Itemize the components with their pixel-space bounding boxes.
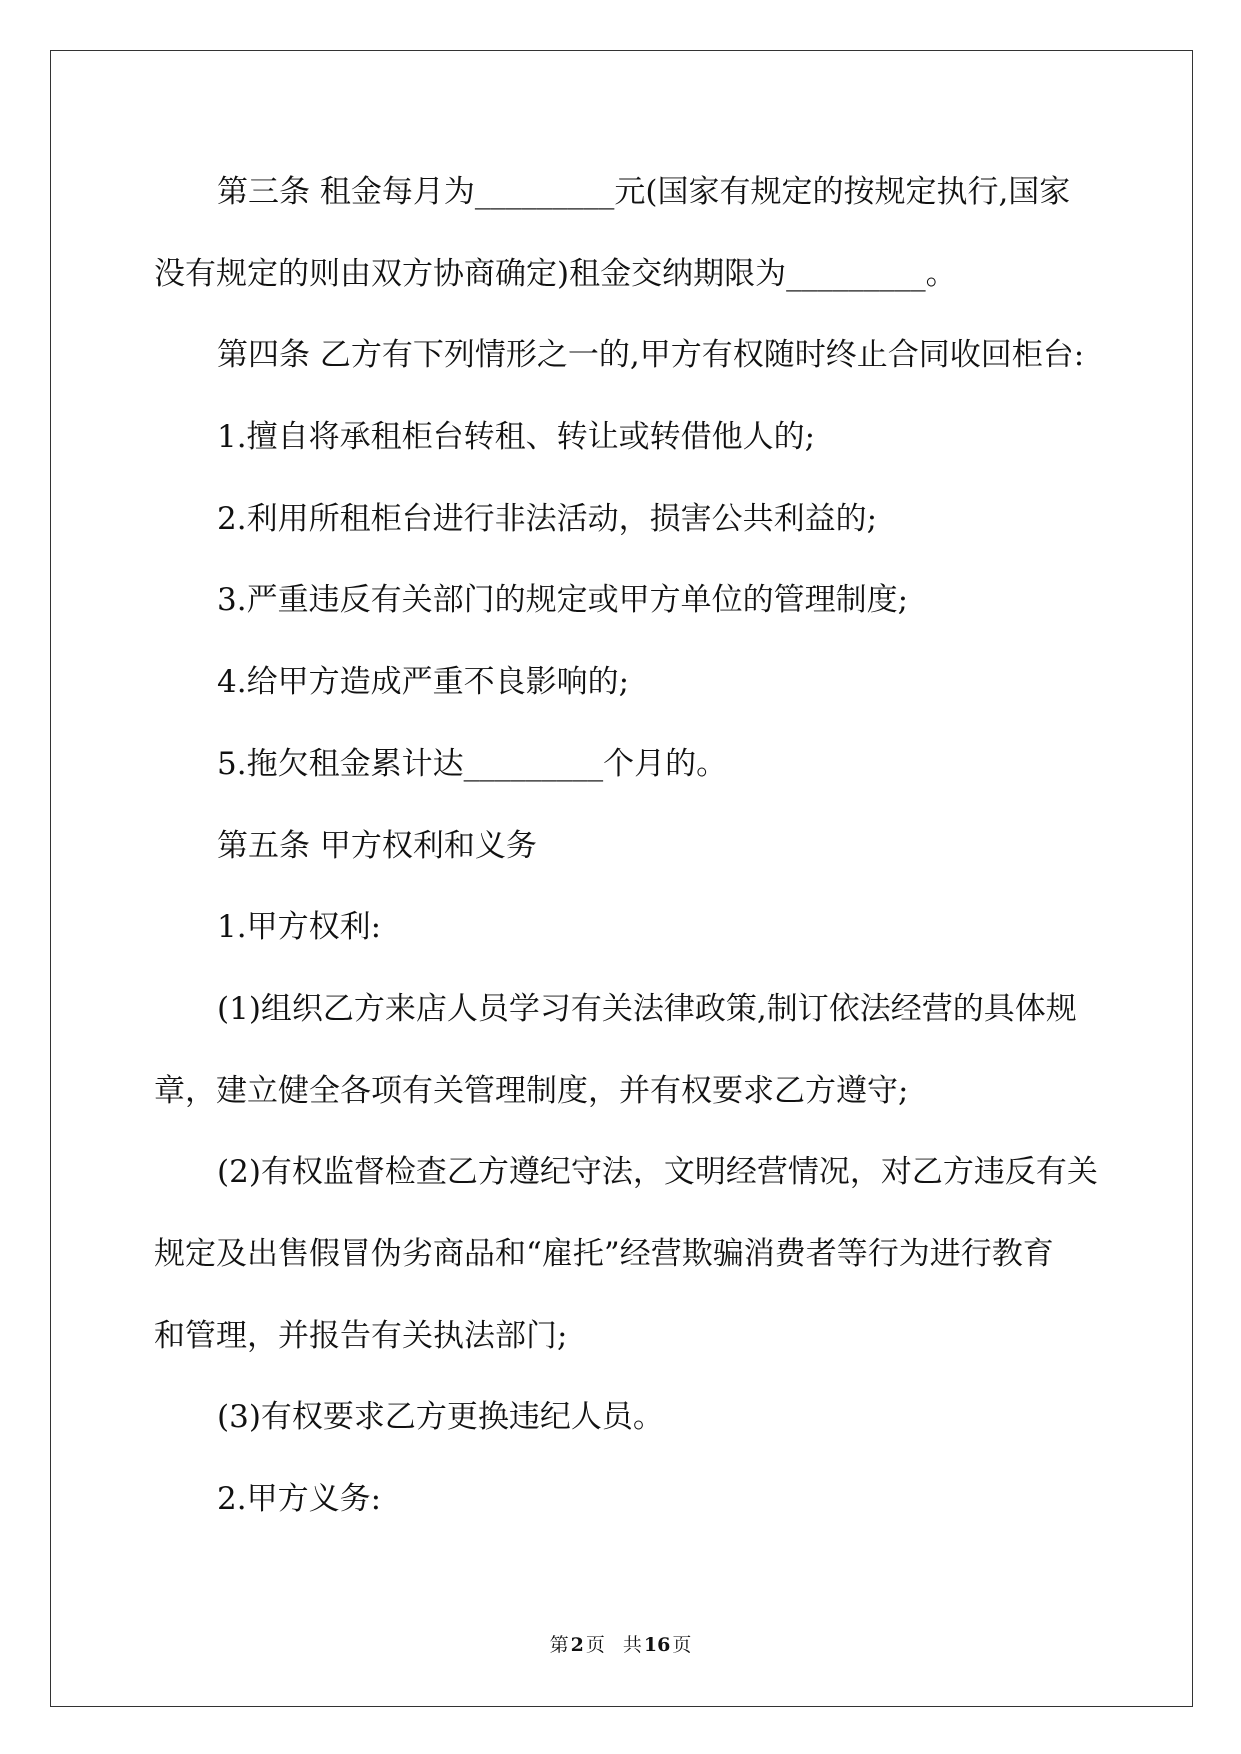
paragraph-line: 和管理，并报告有关执法部门; <box>154 1317 568 1354</box>
paragraph-line: (2)有权监督检查乙方遵纪守法，文明经营情况，对乙方违反有关 <box>217 1154 1098 1191</box>
paragraph-line: 章，建立健全各项有关管理制度，并有权要求乙方遵守; <box>154 1072 909 1109</box>
paragraph-line: 5.拖欠租金累计达_________个月的。 <box>217 745 728 782</box>
document-body <box>154 152 1154 1541</box>
paragraph-line: 3.严重违反有关部门的规定或甲方单位的管理制度; <box>217 582 909 619</box>
page-number: 2 <box>570 1634 584 1656</box>
page-total-prefix: 共 <box>622 1634 642 1656</box>
paragraph-line: 规定及出售假冒伪劣商品和“雇托”经营欺骗消费者等行为进行教育 <box>154 1235 1054 1272</box>
paragraph-line: 1.擅自将承租柜台转租、转让或转借他人的; <box>217 419 816 456</box>
paragraph-line: 2.甲方义务: <box>217 1481 382 1517</box>
paragraph-line: (1)组织乙方来店人员学习有关法律政策,制订依法经营的具体规 <box>217 990 1077 1027</box>
paragraph-line: 1.甲方权利: <box>217 909 382 946</box>
page-total-suffix: 页 <box>672 1634 692 1656</box>
page-number-suffix: 页 <box>585 1634 605 1656</box>
paragraph-line: 第三条 租金每月为_________元(国家有规定的按规定执行,国家 <box>217 174 1071 210</box>
paragraph-line: 2.利用所租柜台进行非法活动，损害公共利益的; <box>217 500 878 537</box>
paragraph-line: (3)有权要求乙方更换违纪人员。 <box>217 1399 664 1436</box>
paragraph-line: 没有规定的则由双方协商确定)租金交纳期限为_________。 <box>154 255 957 292</box>
paragraph-line: 第四条 乙方有下列情形之一的,甲方有权随时终止合同收回柜台: <box>217 337 1085 374</box>
page-number-prefix: 第 <box>549 1634 569 1656</box>
page-total: 16 <box>643 1634 671 1656</box>
paragraph-line: 第五条 甲方权利和义务 <box>217 827 537 864</box>
page-footer <box>0 1632 1241 1658</box>
paragraph-line: 4.给甲方造成严重不良影响的; <box>217 664 630 701</box>
